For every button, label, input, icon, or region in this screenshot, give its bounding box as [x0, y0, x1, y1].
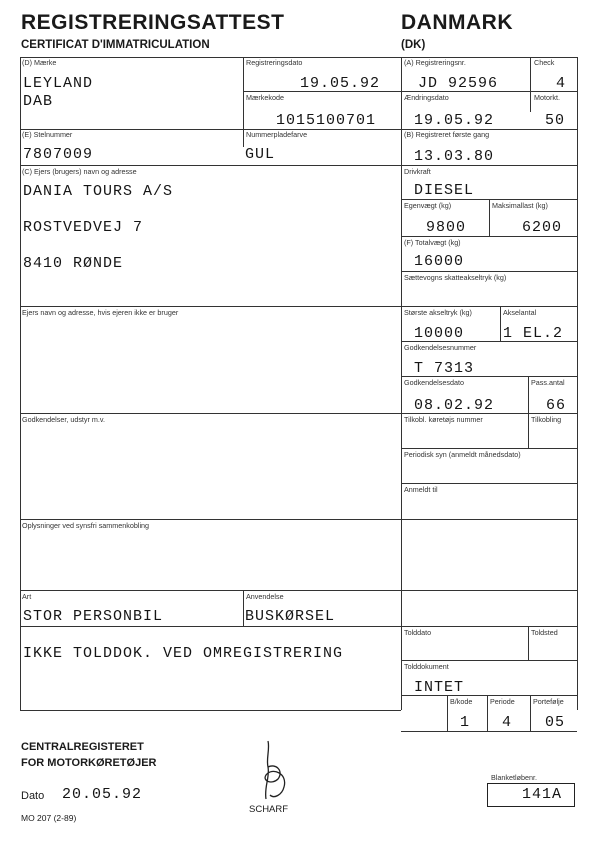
label-bkode: B/kode: [450, 697, 473, 706]
label-check: Check: [534, 58, 555, 67]
signature-name: SCHARF: [249, 804, 289, 815]
label-toldsted: Toldsted: [531, 628, 558, 637]
label-anvendelse: Anvendelse: [246, 592, 284, 601]
label-godkendelser: Godkendelser, udstyr m.v.: [22, 415, 105, 424]
value-storste-akseltryk: 10000: [414, 325, 465, 342]
label-maksimallast: Maksimallast (kg): [492, 201, 548, 210]
value-egenvaegt: 9800: [426, 219, 467, 236]
label-portefolje: Portefølje: [533, 697, 564, 706]
org-line2: FOR MOTORKØRETØJER: [21, 757, 157, 769]
value-godkendelsesnummer: T 7313: [414, 360, 475, 377]
label-registreringsnr: (A) Registreringsnr.: [404, 58, 466, 67]
label-motorkt: Motorkt.: [534, 93, 560, 102]
label-totalvaegt: (F) Totalvægt (kg): [404, 238, 461, 247]
value-registreret-forste-gang: 13.03.80: [414, 148, 495, 165]
label-anmeldt-til: Anmeldt til: [404, 485, 438, 494]
signature-mark: [244, 737, 304, 807]
blanketlobenr-value: 141A: [522, 786, 563, 803]
label-oplysninger: Oplysninger ved synsfri sammenkobling: [22, 521, 150, 530]
label-stelnummer: (E) Stelnummer: [22, 130, 73, 139]
dato-label: Dato: [21, 790, 45, 802]
value-totalvaegt: 16000: [414, 253, 465, 270]
country-title: DANMARK: [401, 11, 513, 34]
value-art: STOR PERSONBIL: [23, 608, 164, 625]
value-periode: 4: [502, 714, 513, 731]
value-stelnummer: 7807009: [23, 146, 94, 163]
label-ejers: (C) Ejers (brugers) navn og adresse: [22, 167, 137, 176]
label-nummerpladefarve: Nummerpladefarve: [246, 130, 308, 139]
certificate-title: REGISTRERINGSATTEST: [21, 11, 285, 34]
value-akselantal: 1 EL.2: [503, 325, 564, 342]
value-maerke-line1: LEYLAND: [23, 75, 94, 92]
value-portefolje: 05: [545, 714, 566, 731]
value-registreringsdato: 19.05.92: [300, 75, 381, 92]
label-storste-akseltryk: Største akseltryk (kg): [404, 308, 472, 317]
label-tolddato: Tolddato: [404, 628, 432, 637]
value-ejer-by: 8410 RØNDE: [23, 255, 124, 272]
label-art: Art: [22, 592, 32, 601]
value-drivkraft: DIESEL: [414, 182, 475, 199]
value-motorkt: 50: [545, 112, 566, 129]
value-maerke-line2: DAB: [23, 93, 54, 110]
label-maerkekode: Mærkekode: [246, 93, 284, 102]
label-blanketlobenr: Blanketløbenr.: [491, 773, 537, 782]
label-ejers-navn-bruger: Ejers navn og adresse, hvis ejeren ikke er bruger: [22, 308, 179, 317]
value-tolddokument: INTET: [414, 679, 465, 696]
country-code: (DK): [401, 39, 426, 51]
label-maerke: (D) Mærke: [22, 58, 57, 67]
label-pass-antal: Pass.antal: [531, 378, 565, 387]
value-pass-antal: 66: [546, 397, 567, 414]
value-nummerpladefarve: GUL: [245, 146, 276, 163]
certificate-subtitle: CERTIFICAT D'IMMATRICULATION: [21, 39, 210, 51]
label-aendringsdato: Ændringsdato: [404, 93, 449, 102]
label-registreret-forste-gang: (B) Registreret første gang: [404, 130, 490, 139]
value-maerkekode: 1015100701: [276, 112, 377, 129]
dato-value: 20.05.92: [62, 786, 143, 803]
value-registreringsnr: JD 92596: [418, 75, 499, 92]
label-periodisk-syn: Periodisk syn (anmeldt månedsdato): [404, 450, 521, 459]
label-tolddokument: Tolddokument: [404, 662, 449, 671]
org-line1: CENTRALREGISTERET: [21, 741, 144, 753]
label-tilkobl-koretojs: Tilkobl. køretøjs nummer: [404, 415, 483, 424]
value-ejer-navn: DANIA TOURS A/S: [23, 183, 174, 200]
value-toldinfo: IKKE TOLDDOK. VED OMREGISTRERING: [23, 645, 344, 662]
value-check: 4: [556, 75, 567, 92]
value-godkendelsesdato: 08.02.92: [414, 397, 495, 414]
label-drivkraft: Drivkraft: [404, 167, 431, 176]
label-godkendelsesdato: Godkendelsesdato: [404, 378, 464, 387]
label-registreringsdato: Registreringsdato: [246, 58, 303, 67]
value-maksimallast: 6200: [522, 219, 563, 236]
label-tilkobling: Tilkobling: [531, 415, 562, 424]
value-ejer-adresse: ROSTVEDVEJ 7: [23, 219, 144, 236]
value-anvendelse: BUSKØRSEL: [245, 608, 336, 625]
label-godkendelsesnummer: Godkendelsesnummer: [404, 343, 477, 352]
label-periode: Periode: [490, 697, 515, 706]
form-code: MO 207 (2-89): [21, 813, 77, 823]
label-saettevogn: Sættevogns skatteakseltryk (kg): [404, 273, 507, 282]
value-aendringsdato: 19.05.92: [414, 112, 495, 129]
label-akselantal: Akselantal: [503, 308, 537, 317]
value-bkode: 1: [460, 714, 471, 731]
label-egenvaegt: Egenvægt (kg): [404, 201, 452, 210]
